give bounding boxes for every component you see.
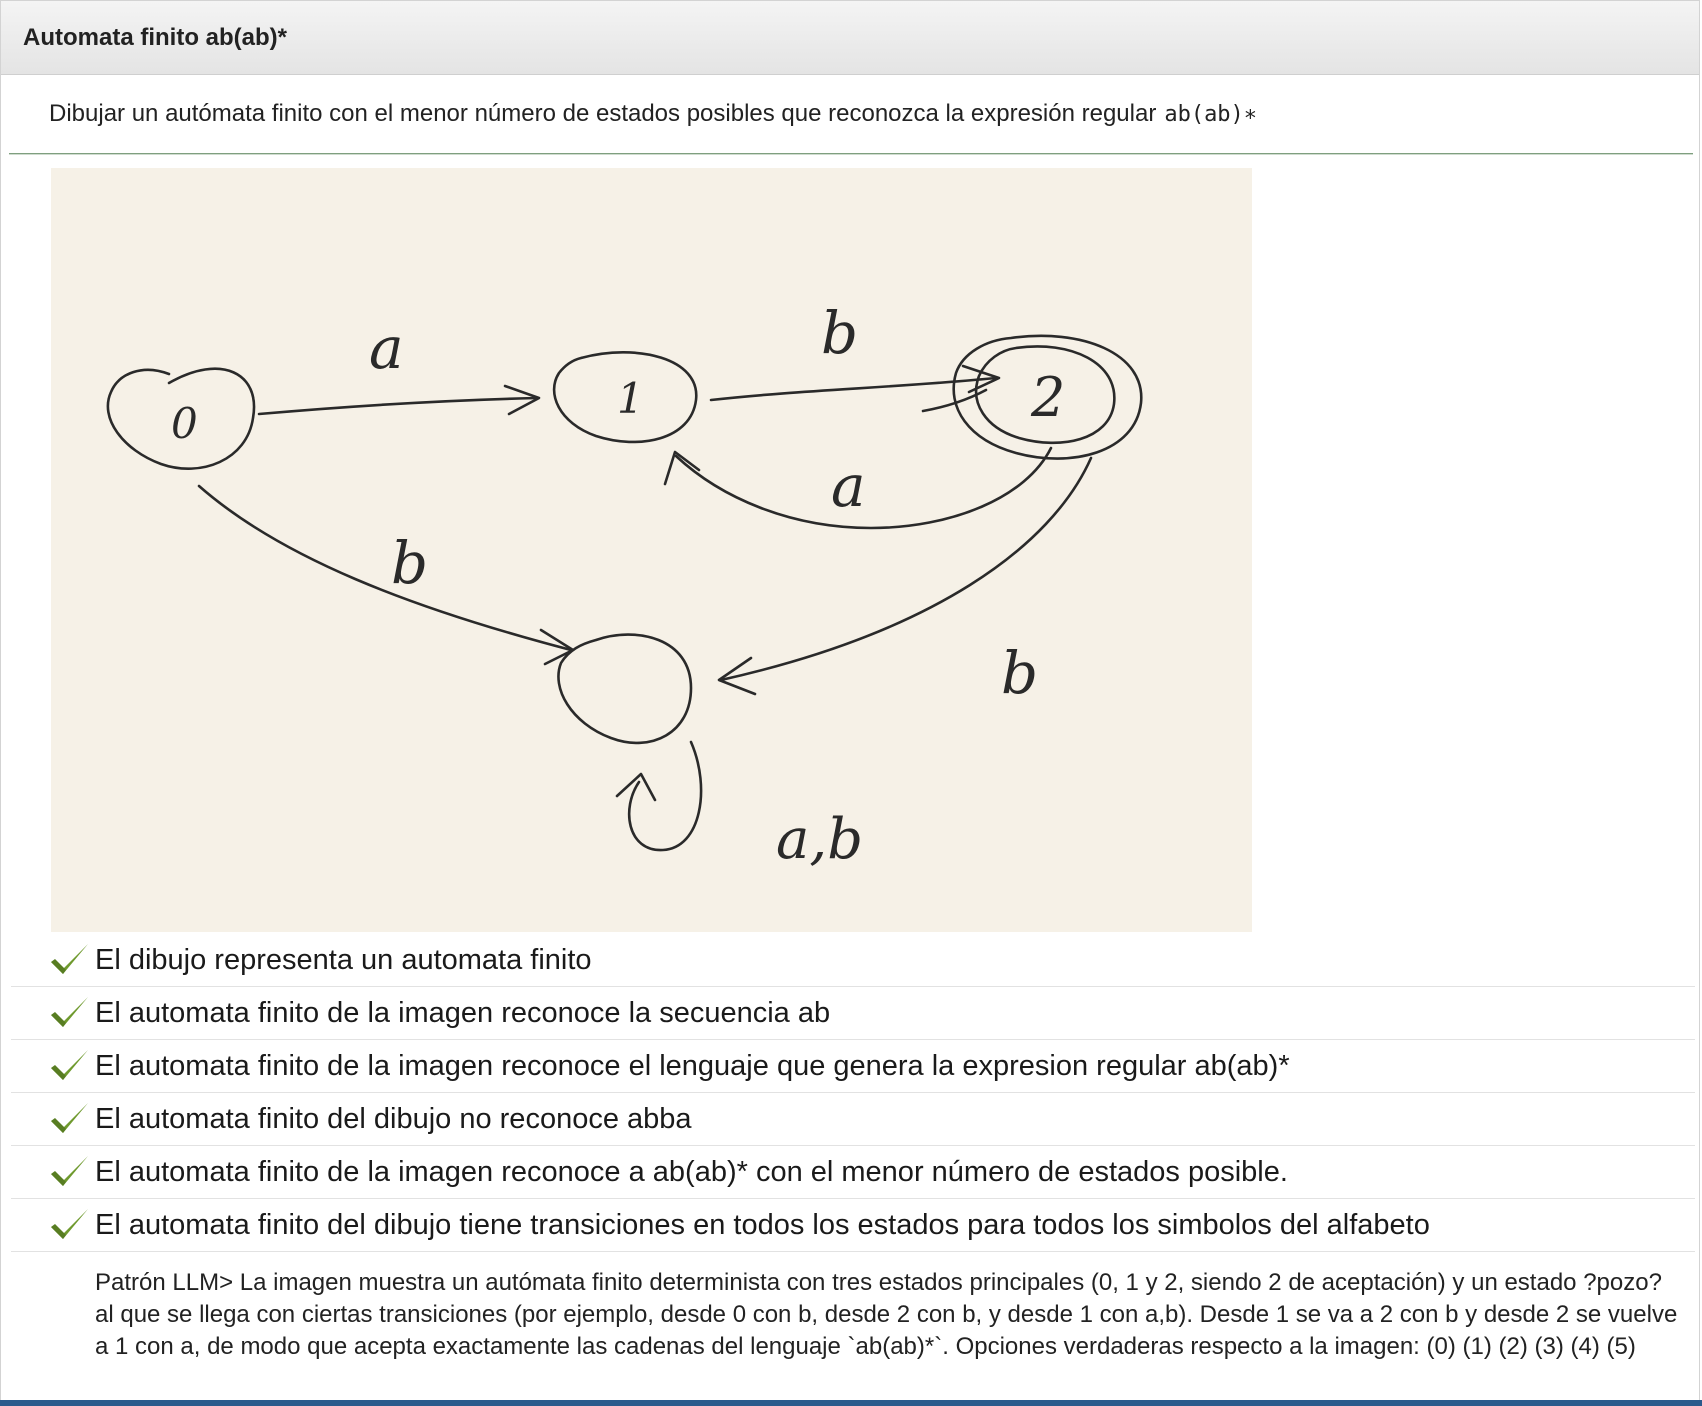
edge-0-1 — [259, 398, 537, 414]
answer-text: El automata finito de la imagen reconoce la secuencia ab — [95, 996, 831, 1029]
check-icon — [47, 991, 91, 1035]
edge-label-1-2: b — [821, 299, 859, 367]
check-icon — [47, 938, 91, 982]
check-icon — [47, 1203, 91, 1247]
state-1-label: 1 — [617, 374, 644, 423]
edge-trap-self — [629, 742, 701, 850]
title-bar — [1, 1, 1699, 75]
answer-list — [11, 934, 1695, 1252]
answer-row — [11, 1146, 1695, 1199]
automaton-drawing — [51, 168, 1252, 932]
edge-label-2-trap: b — [1001, 639, 1039, 707]
answer-row — [11, 1040, 1695, 1093]
answer-text: El automata finito de la imagen reconoce a ab(ab)* con el menor número de estados posible. — [95, 1155, 1288, 1188]
edge-label-2-1: a — [831, 452, 866, 520]
state-0-label: 0 — [171, 399, 198, 448]
question-statement — [1, 75, 1699, 153]
edge-0-trap — [199, 486, 571, 650]
feedback-text: Patrón LLM> La imagen muestra un autómata finito determinista con tres estados principales (0, 1 y 2, siendo 2 de aceptación) y un estado ?pozo? al que se llega con ciertas transiciones (por ejemplo, desde 0 con b, desde 2 con b, y desde 1 con a,b). Desde 1 se va a 2 con b y desde 2 se vuelve a 1 con a, de modo que acepta exactamente las cadenas del lenguaje `ab(ab)*`. Opciones verdaderas respecto a la imagen: (0) (1) (2) (3) (4) (5) — [95, 1269, 1678, 1360]
automaton-svg — [51, 168, 1252, 932]
divider — [9, 153, 1693, 155]
answer-row — [11, 1199, 1695, 1252]
answer-row — [11, 1093, 1695, 1146]
answer-text: El automata finito de la imagen reconoce el lenguaje que genera la expresion regular ab(ab)* — [95, 1049, 1290, 1082]
bottom-bar — [0, 1400, 1702, 1406]
question-title: Automata finito ab(ab)* — [23, 23, 287, 51]
answer-row — [11, 987, 1695, 1040]
regular-expression: ab(ab)∗ — [1164, 101, 1258, 127]
edge-label-0-1: a — [369, 314, 404, 382]
check-icon — [47, 1150, 91, 1194]
trap-state-circle — [558, 635, 691, 743]
answer-text: El automata finito del dibujo no reconoce abba — [95, 1102, 692, 1135]
answer-row — [11, 934, 1695, 987]
edge-label-0-trap: b — [391, 529, 429, 597]
edge-label-self: a,b — [776, 807, 864, 872]
answer-text: El automata finito del dibujo tiene transiciones en todos los estados para todos los simbolos del alfabeto — [95, 1208, 1430, 1241]
answer-text: El dibujo representa un automata finito — [95, 943, 592, 976]
check-icon — [47, 1044, 91, 1088]
check-icon — [47, 1097, 91, 1141]
state-2-label: 2 — [1031, 366, 1066, 429]
question-text: Dibujar un autómata finito con el menor número de estados posibles que reconozca la expresión regular — [49, 100, 1157, 127]
